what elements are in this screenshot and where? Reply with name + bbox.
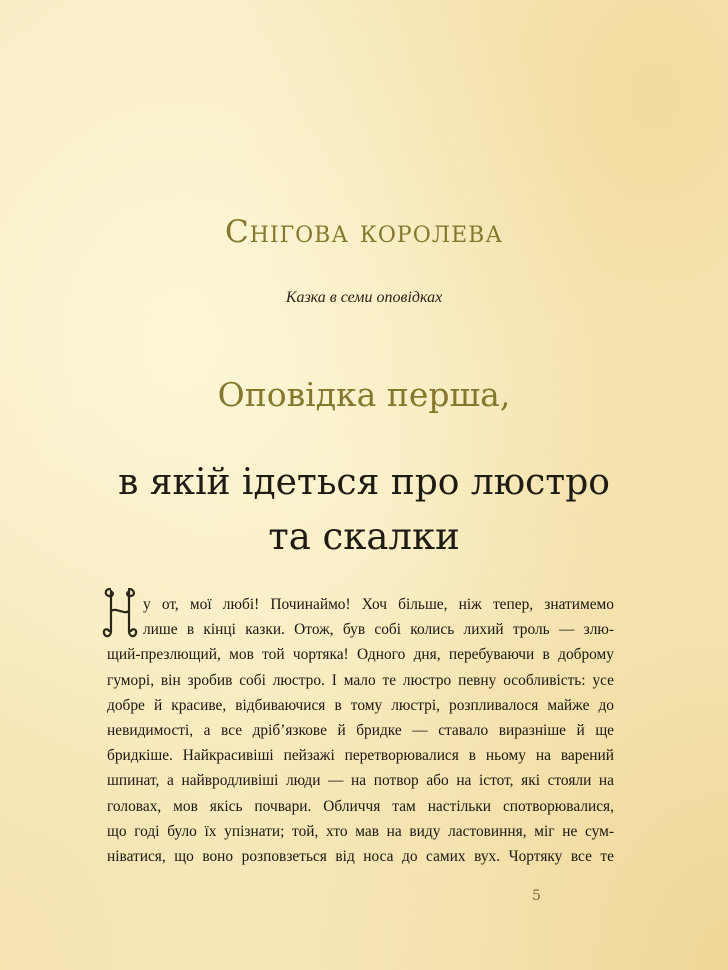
body-text [107, 592, 614, 869]
body-line: гуморі, він зробив собі люстро. І мало те люстро певну особливість: усе [107, 671, 614, 689]
chapter-subheading [0, 458, 728, 562]
body-line: невидимості, а все дріб’язкове й бридке — ставало виразніше й ще [107, 721, 614, 739]
body-line: у от, мої любі! Починаймо! Хоч більше, ніж тепер, знатимемо [143, 596, 614, 613]
body-line: щий-презлющий, мов той чортяка! Одного дня, перебуваючи в доброму [107, 646, 614, 664]
book-title: Снігова королева [224, 214, 504, 250]
body-line: бридкіше. Найкрасивіші пейзажі перетворювалися в ньому на варений [107, 747, 614, 765]
body-line: ніватися, що воно розповзеться від носа до самих вух. Чортяку все те [107, 847, 614, 865]
body-line: що годі було їх упізнати; той, хто мав на виду ластовиння, міг не сум- [107, 822, 614, 840]
body-line: шпинат, а найвродливіші люди — на потвор або на істот, які стояли на [107, 772, 614, 790]
chapter-subheading-line-1: в якій ідеться про люстро [118, 462, 610, 503]
body-line: головах, мов якісь почвари. Обличчя там настільки спотворювалися, [107, 797, 614, 815]
page-number: 5 [532, 888, 541, 904]
chapter-subheading-line-2: та скалки [268, 515, 460, 558]
body-line: лише в кінці казки. Отож, був собі колись лихий троль — злю- [143, 621, 614, 639]
book-subtitle: Казка в семи оповідках [285, 289, 443, 306]
dropcap-letter: Н [120, 617, 121, 618]
body-line: добре й красиве, відбиваючися в тому люстрі, розпливалося майже до [107, 696, 614, 714]
chapter-heading: Оповідка перша, [217, 375, 511, 414]
